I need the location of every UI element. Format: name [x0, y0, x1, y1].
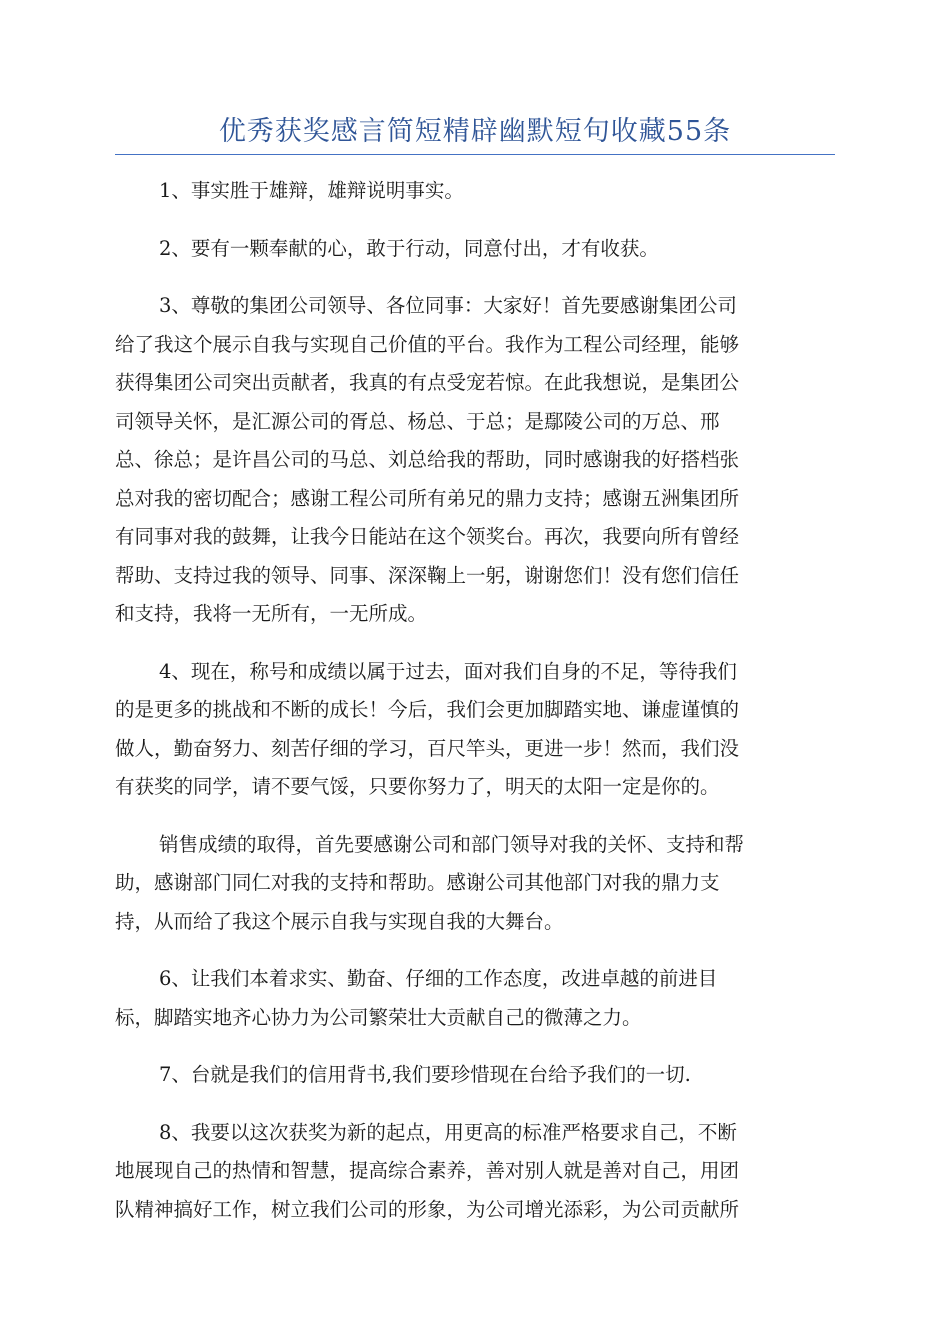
paragraph-6	[115, 960, 829, 1037]
document-title: 优秀获奖感言简短精辟幽默短句收藏55条	[218, 116, 732, 147]
paragraph-line: 总、徐总；是许昌公司的马总、刘总给我的帮助，同时感谢我的好搭档张	[115, 448, 740, 471]
paragraph-1	[115, 172, 829, 211]
paragraph-line: 助，感谢部门同仁对我的支持和帮助。感谢公司其他部门对我的鼎力支	[115, 871, 720, 894]
paragraph-line: 标，脚踏实地齐心协力为公司繁荣壮大贡献自己的微薄之力。	[115, 1005, 642, 1029]
paragraph-line: 获得集团公司突出贡献者，我真的有点受宠若惊。在此我想说，是集团公	[115, 371, 740, 394]
paragraph-line: 总对我的密切配合；感谢工程公司所有弟兄的鼎力支持；感谢五洲集团所	[115, 486, 740, 510]
paragraph-line: 有获奖的同学，请不要气馁，只要你努力了，明天的太阳一定是你的。	[115, 775, 720, 798]
paragraph-line: 给了我这个展示自我与实现自己价值的平台。我作为工程公司经理，能够	[115, 332, 740, 356]
paragraph-line: 销售成绩的取得，首先要感谢公司和部门领导对我的关怀、支持和帮	[159, 832, 745, 856]
paragraph-line: 司领导关怀，是汇源公司的胥总、杨总、于总；是鄢陵公司的万总、邢	[115, 409, 720, 433]
paragraph-7	[115, 1056, 829, 1095]
paragraph-line: 有同事对我的鼓舞，让我今日能站在这个领奖台。再次，我要向所有曾经	[115, 525, 740, 548]
paragraph-line: 7、台就是我们的信用背书,我们要珍惜现在台给予我们的一切.	[159, 1063, 691, 1086]
document-body	[115, 172, 829, 1248]
paragraph-line: 1、事实胜于雄辩，雄辩说明事实。	[159, 179, 464, 202]
paragraph-4	[115, 653, 829, 807]
title-underline	[115, 154, 835, 155]
paragraph-line: 4、现在，称号和成绩以属于过去，面对我们自身的不足，等待我们	[159, 659, 737, 683]
paragraph-8	[115, 1114, 829, 1230]
paragraph-line: 8、我要以这次获奖为新的起点，用更高的标准严格要求自己，不断	[159, 1120, 737, 1144]
paragraph-line: 和支持，我将一无所有，一无所成。	[115, 602, 428, 625]
paragraph-line: 做人，勤奋努力、刻苦仔细的学习，百尺竿头，更进一步！然而，我们没	[115, 736, 740, 760]
paragraph-line: 地展现自己的热情和智慧，提高综合素养，善对别人就是善对自己，用团	[115, 1159, 740, 1182]
paragraph-3	[115, 287, 829, 634]
paragraph-line: 3、尊敬的集团公司领导、各位同事：大家好！首先要感谢集团公司	[159, 294, 737, 317]
paragraph-5	[115, 826, 829, 942]
paragraph-line: 持，从而给了我这个展示自我与实现自我的大舞台。	[115, 909, 564, 933]
paragraph-2	[115, 230, 829, 269]
paragraph-line: 2、要有一颗奉献的心，敢于行动，同意付出，才有收获。	[159, 236, 659, 260]
paragraph-line: 6、让我们本着求实、勤奋、仔细的工作态度，改进卓越的前进目	[159, 967, 718, 990]
paragraph-line: 的是更多的挑战和不断的成长！今后，我们会更加脚踏实地、谦虚谨慎的	[115, 698, 740, 721]
paragraph-line: 帮助、支持过我的领导、同事、深深鞠上一躬，谢谢您们！没有您们信任	[115, 563, 740, 587]
paragraph-line: 队精神搞好工作，树立我们公司的形象，为公司增光添彩，为公司贡献所	[115, 1197, 740, 1221]
